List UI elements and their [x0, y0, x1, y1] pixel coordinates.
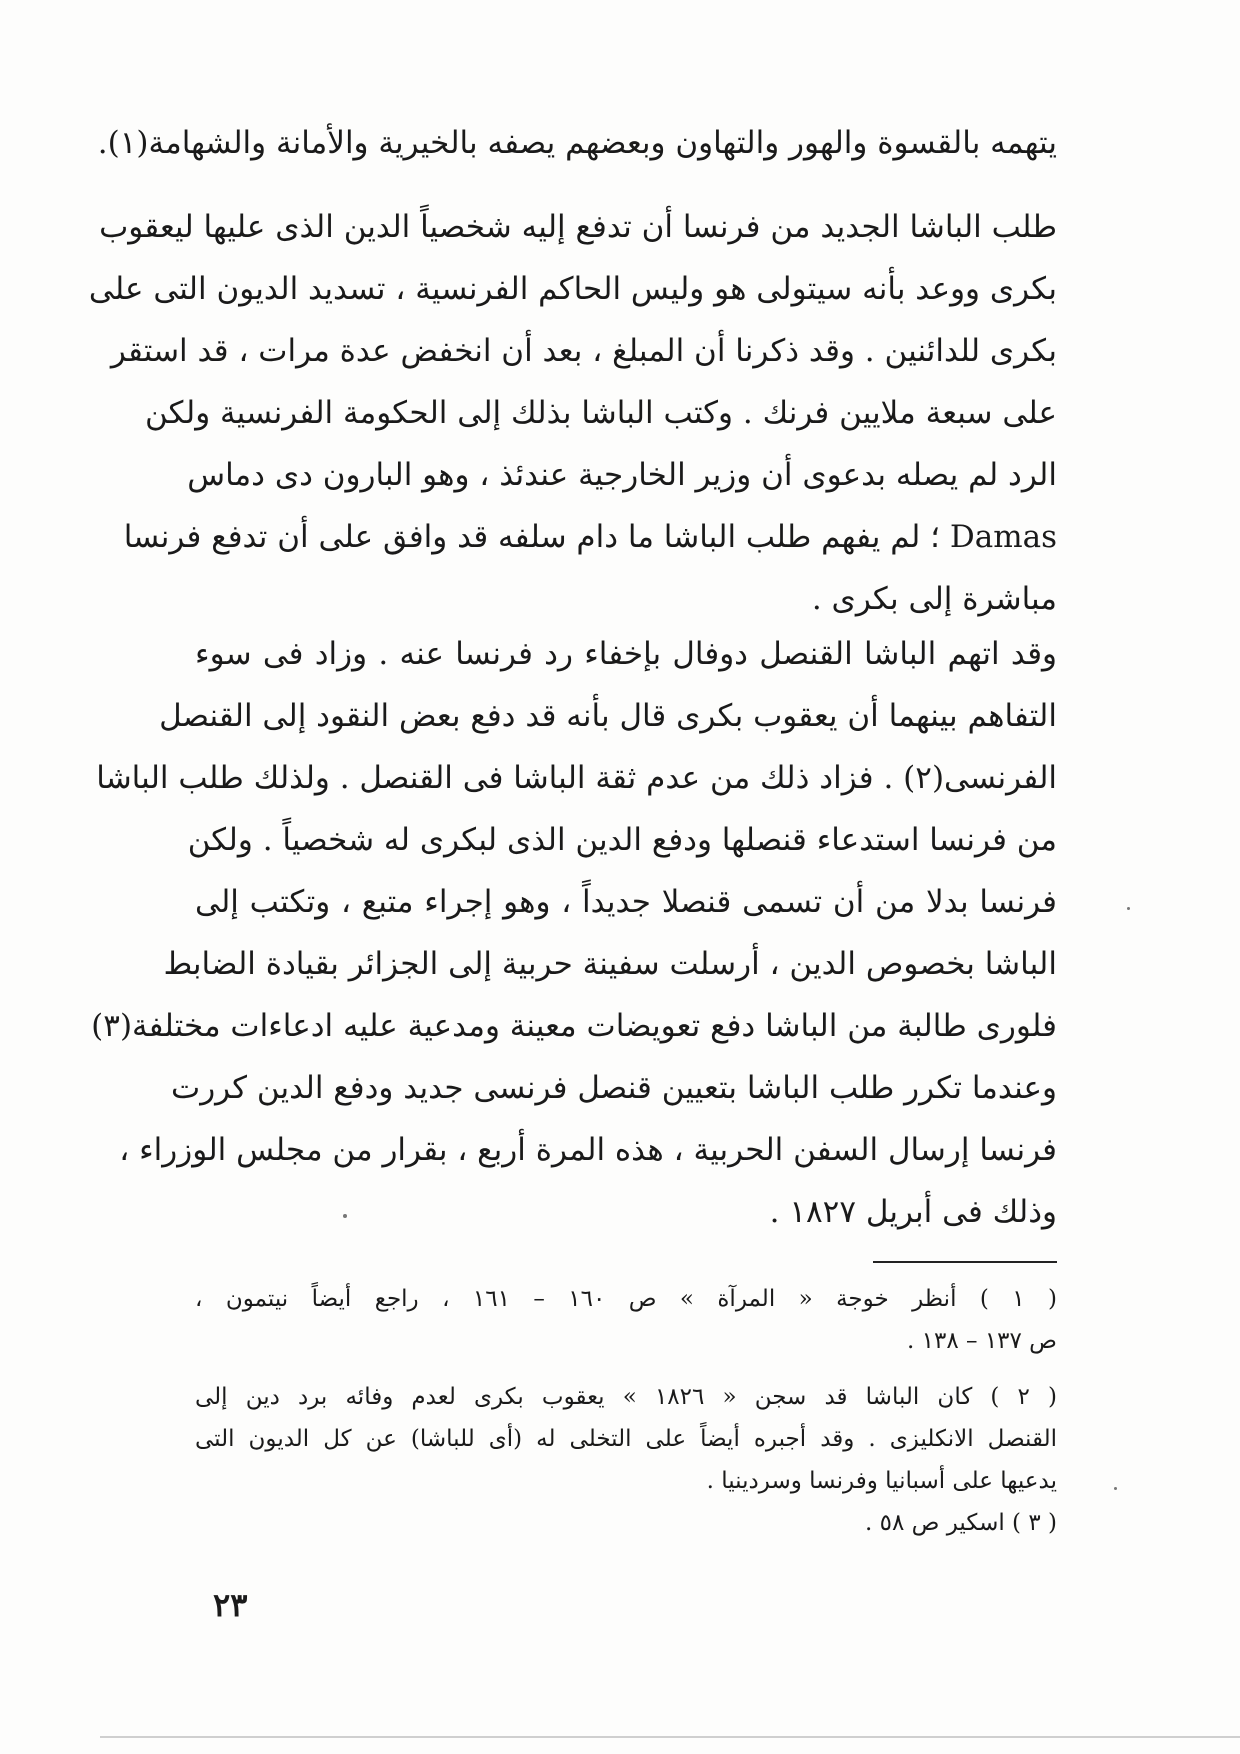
text-line: فلورى طالبة من الباشا دفع تعويضات معينة ومدعية عليه ادعاءات مختلفة(٣) — [91, 1008, 1057, 1044]
text-line: من فرنسا استدعاء قنصلها ودفع الدين الذى لبكرى له شخصياً . ولكن — [187, 822, 1057, 858]
footnote-line: ( ٣ ) اسكير ص ٥٨ . — [864, 1510, 1057, 1536]
scan-speck — [343, 1214, 347, 1218]
text-line: على سبعة ملايين فرنك . وكتب الباشا بذلك إلى الحكومة الفرنسية ولكن — [145, 395, 1057, 431]
footnote-1 — [195, 1278, 1057, 1362]
text-line: بكرى للدائنين . وقد ذكرنا أن المبلغ ، بعد أن انخفض عدة مرات ، قد استقر — [110, 333, 1057, 369]
text-line: التفاهم بينهما أن يعقوب بكرى قال بأنه قد دفع بعض النقود إلى القنصل — [159, 698, 1057, 734]
text-line: بكرى ووعد بأنه سيتولى هو وليس الحاكم الفرنسية ، تسديد الديون التى على — [88, 271, 1057, 307]
text-line: وقد اتهم الباشا القنصل دوفال بإخفاء رد فرنسا عنه . وزاد فى سوء — [195, 636, 1057, 672]
paragraph-2 — [88, 196, 1057, 630]
page-number: ٢٣ — [213, 1586, 248, 1624]
footnote-divider — [873, 1261, 1057, 1263]
footnote-3 — [195, 1502, 1057, 1544]
scan-speck — [1127, 907, 1130, 910]
text-line: Damas ؛ لم يفهم طلب الباشا ما دام سلفه قد وافق على أن تدفع فرنسا — [123, 519, 1057, 555]
footnote-line: ( ١ ) أنظر خوجة « المرآة » ص ١٦٠ – ١٦١ ، راجع أيضاً نيتمون ، — [195, 1286, 1057, 1312]
footnote-line: القنصل الانكليزى . وقد أجبره أيضاً على التخلى له (أى للباشا) عن كل الديون التى — [195, 1426, 1057, 1452]
text-line: مباشرة إلى بكرى . — [811, 581, 1057, 617]
footnote-line: ص ١٣٧ – ١٣٨ . — [907, 1328, 1057, 1354]
text-line: وذلك فى أبريل ١٨٢٧ . — [769, 1194, 1057, 1230]
footnote-line: ( ٢ ) كان الباشا قد سجن « ١٨٢٦ » يعقوب بكرى لعدم وفائه برد دين إلى — [195, 1384, 1057, 1410]
text-line: فرنسا إرسال السفن الحربية ، هذه المرة أربع ، بقرار من مجلس الوزراء ، — [119, 1132, 1057, 1168]
paragraph-1 — [97, 112, 1057, 174]
footnotes — [195, 1278, 1057, 1544]
text-line: وعندما تكرر طلب الباشا بتعيين قنصل فرنسى جديد ودفع الدين كررت — [171, 1070, 1057, 1106]
text-line: فرنسا بدلا من أن تسمى قنصلا جديداً ، وهو إجراء متبع ، وتكتب إلى — [195, 884, 1057, 920]
paragraph-3 — [91, 623, 1057, 1243]
text-line: الباشا بخصوص الدين ، أرسلت سفينة حربية إلى الجزائر بقيادة الضابط — [163, 946, 1057, 982]
footnote-line: يدعيها على أسبانيا وفرنسا وسردينيا . — [706, 1468, 1057, 1494]
bottom-scan-edge — [100, 1736, 1240, 1738]
text-line: الرد لم يصله بدعوى أن وزير الخارجية عندئذ ، وهو البارون دى دماس — [187, 457, 1057, 493]
scan-speck — [1114, 1487, 1117, 1490]
text-line: يتهمه بالقسوة والهور والتهاون وبعضهم يصفه بالخيرية والأمانة والشهامة(١). — [97, 125, 1057, 161]
text-line: طلب الباشا الجديد من فرنسا أن تدفع إليه شخصياً الدين الذى عليها ليعقوب — [99, 209, 1057, 245]
footnote-2 — [195, 1376, 1057, 1502]
text-line: الفرنسى(٢) . فزاد ذلك من عدم ثقة الباشا فى القنصل . ولذلك طلب الباشا — [96, 760, 1057, 796]
